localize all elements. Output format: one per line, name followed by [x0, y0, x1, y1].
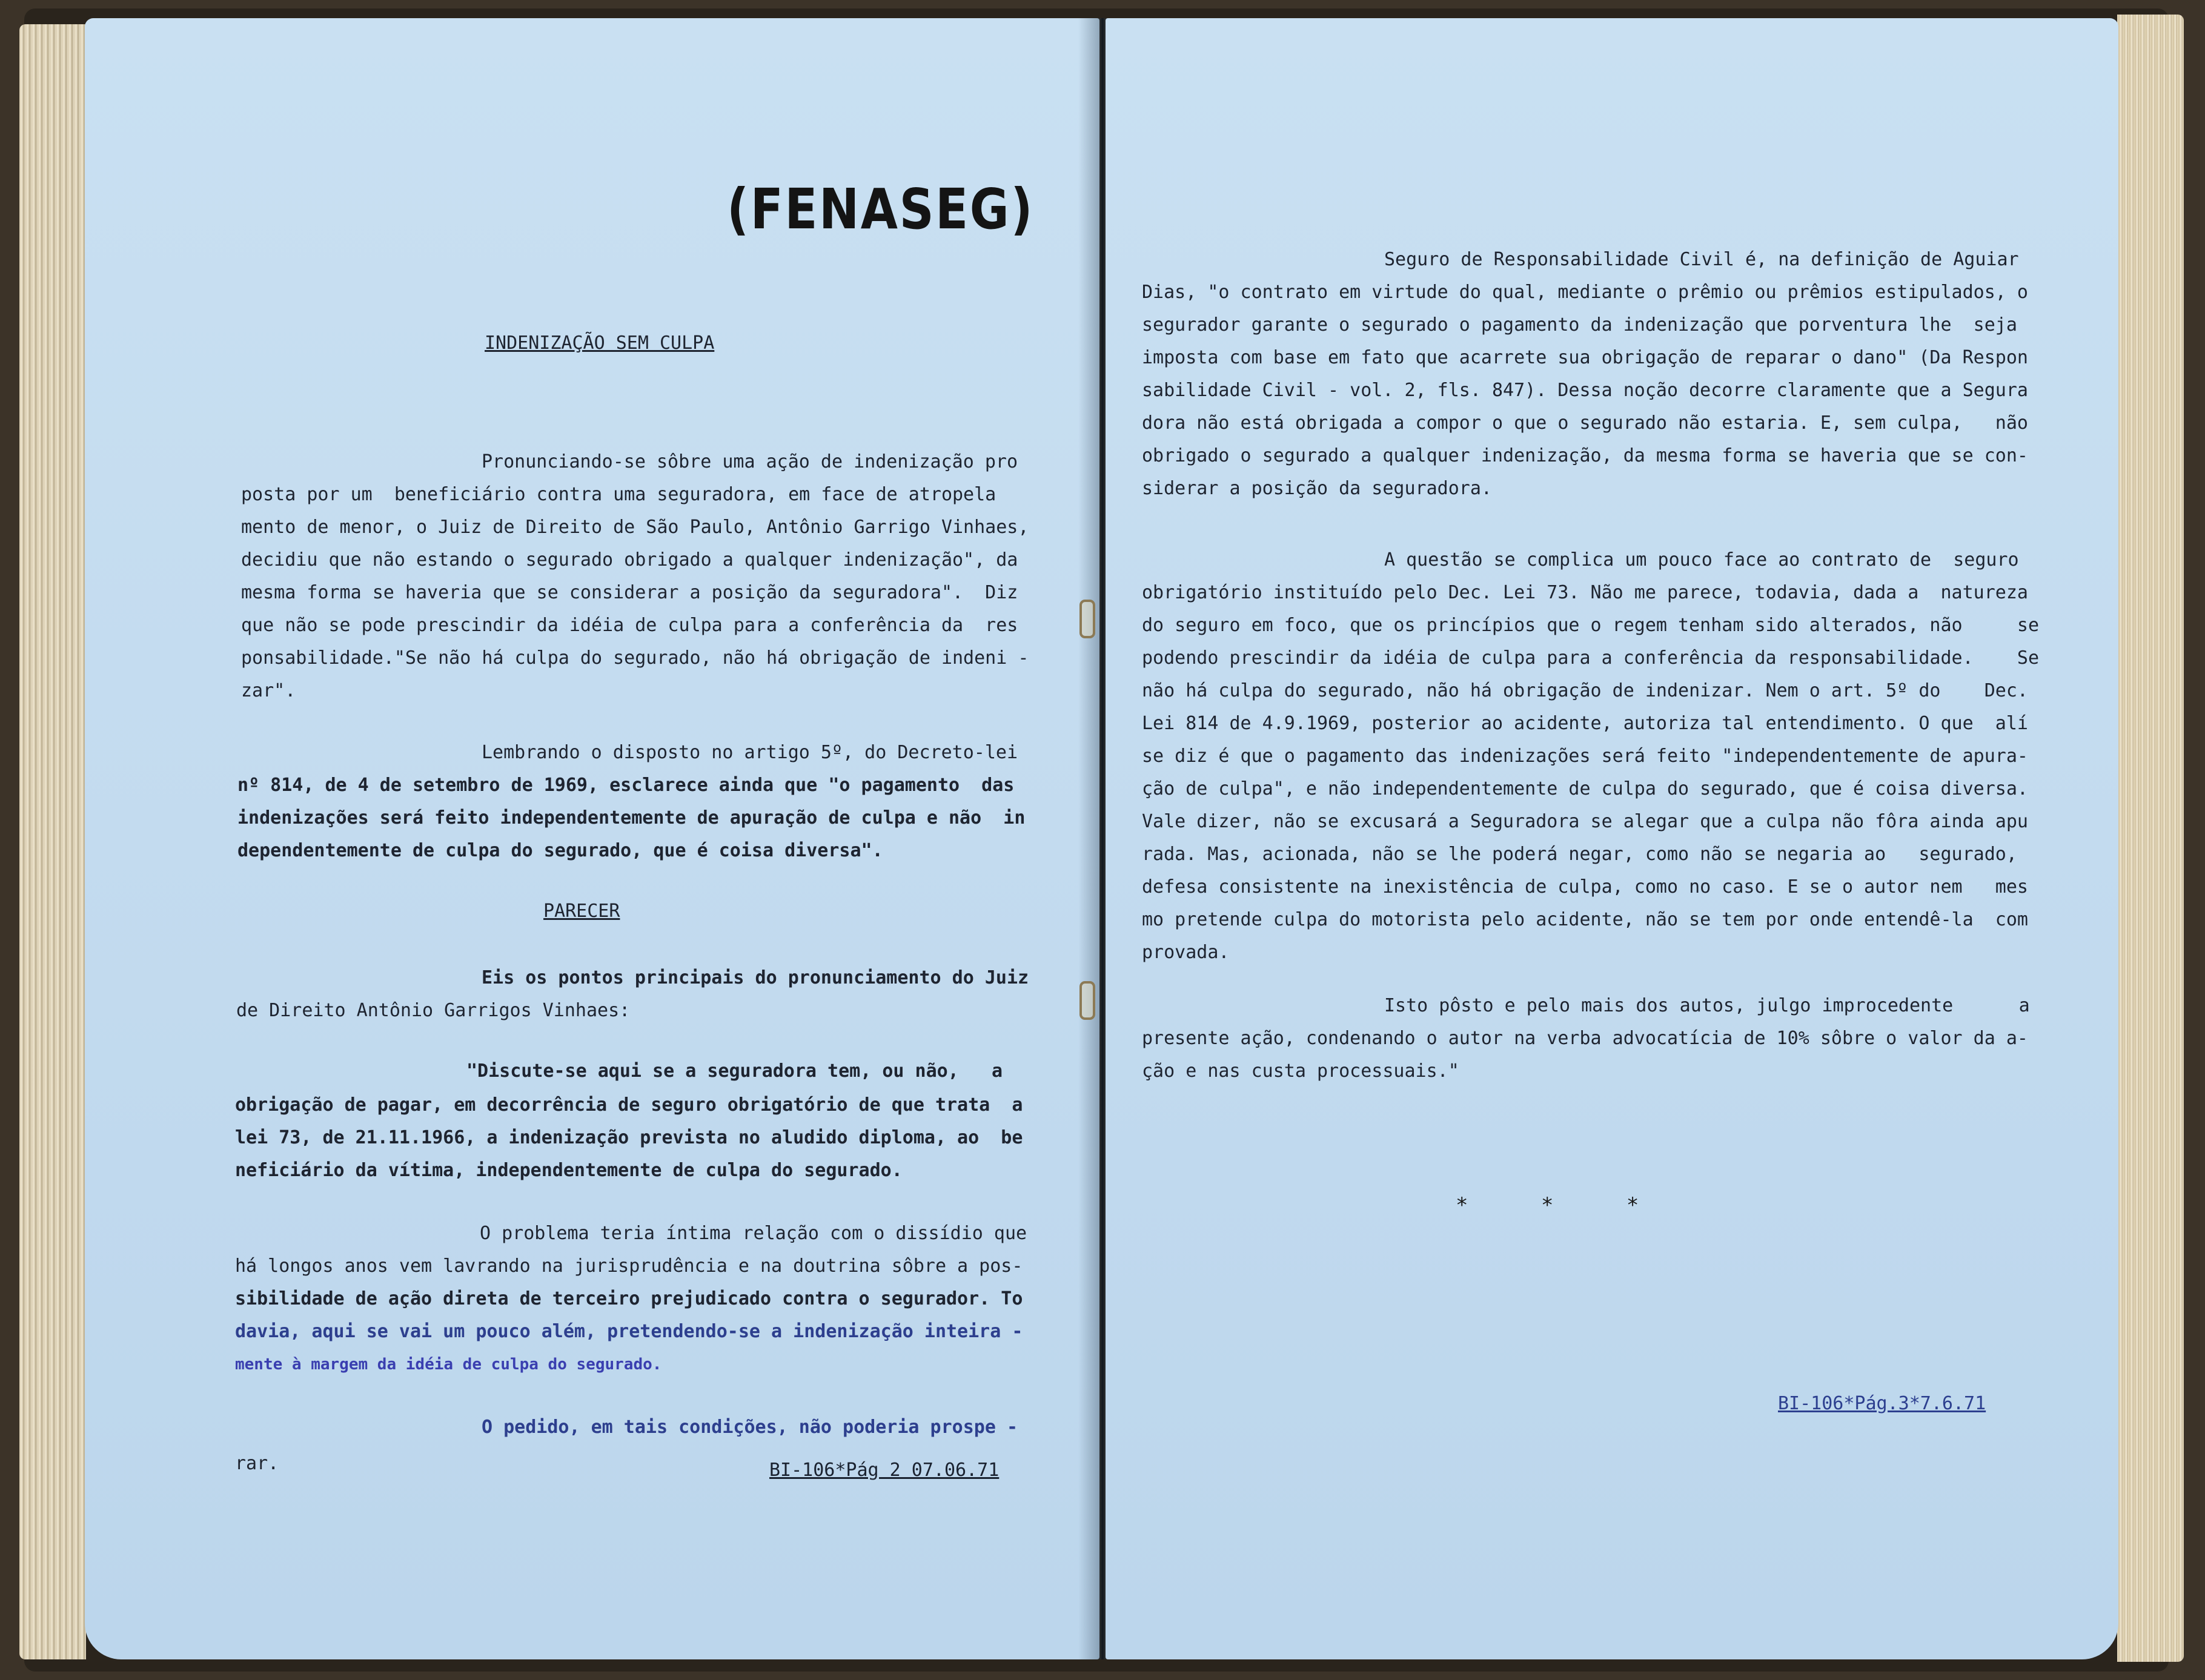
text-line: davia, aqui se vai um pouco além, pretendendo-se a indenização inteira - [235, 1321, 1023, 1342]
binding-clip [1079, 600, 1095, 638]
text-line: Lembrando o disposto no artigo 5º, do Decreto-lei [482, 742, 1018, 763]
page-footer: BI-106*Pág.3*7.6.71 [1778, 1393, 1986, 1414]
text-line: provada. [1142, 942, 1230, 963]
text-line: O problema teria íntima relação com o dissídio que [480, 1223, 1027, 1244]
right-page-edges [2117, 15, 2184, 1662]
text-line: nº 814, de 4 de setembro de 1969, esclarece ainda que "o pagamento das [237, 775, 1015, 796]
section-title: PARECER [543, 901, 620, 922]
section-separator: * * * [1456, 1193, 1669, 1217]
text-line: presente ação, condenando o autor na verba advocatícia de 10% sôbre o valor da a- [1142, 1028, 2028, 1049]
text-line: ção e nas custa processuais." [1142, 1060, 1459, 1082]
right-page [1106, 18, 2118, 1659]
text-line: obrigado o segurado a qualquer indenização, da mesma forma se haveria que se con- [1142, 445, 2028, 466]
text-line: não há culpa do segurado, não há obrigação de indenizar. Nem o art. 5º do Dec. [1142, 680, 2028, 701]
text-line: se diz é que o pagamento das indenizações será feito "independentemente de apura- [1142, 746, 2028, 767]
text-line: imposta com base em fato que acarrete sua obrigação de reparar o dano" (Da Respon [1142, 347, 2028, 368]
binding-clip [1079, 981, 1095, 1020]
text-line: Seguro de Responsabilidade Civil é, na definição de Aguiar [1384, 249, 2019, 270]
text-line: de Direito Antônio Garrigos Vinhaes: [236, 1000, 631, 1021]
text-line: "Discute-se aqui se a seguradora tem, ou não, a [466, 1060, 1003, 1082]
text-line: Lei 814 de 4.9.1969, posterior ao acidente, autoriza tal entendimento. O que alí [1142, 713, 2028, 734]
text-line: ção de culpa", e não independentemente de culpa do segurado, que é coisa diversa. [1142, 778, 2028, 799]
page-footer: BI-106*Pág 2 07.06.71 [769, 1460, 1000, 1481]
text-line: ponsabilidade."Se não há culpa do segurado, não há obrigação de indeni - [241, 647, 1029, 669]
text-line: dependentemente de culpa do segurado, que é coisa diversa". [237, 840, 883, 861]
text-line: posta por um beneficiário contra uma seguradora, em face de atropela [241, 484, 996, 505]
text-line: há longos anos vem lavrando na jurisprudência e na doutrina sôbre a pos- [235, 1255, 1023, 1277]
left-page-edges [19, 24, 86, 1659]
text-line: indenizações será feito independentemente de apuração de culpa e não in [237, 807, 1026, 828]
text-line: Vale dizer, não se excusará a Seguradora se alegar que a culpa não fôra ainda apu [1142, 811, 2028, 832]
text-line: obrigação de pagar, em decorrência de seguro obrigatório de que trata a [235, 1094, 1023, 1116]
text-line: podendo prescindir da idéia de culpa para a conferência da responsabilidade. Se [1142, 647, 2040, 669]
text-line: O pedido, em tais condições, não poderia prospe - [482, 1417, 1018, 1438]
text-line: lei 73, de 21.11.1966, a indenização prevista no aludido diploma, ao be [235, 1127, 1023, 1148]
text-line: rar. [235, 1453, 279, 1474]
text-line: A questão se complica um pouco face ao contrato de seguro [1384, 549, 2019, 570]
text-line: siderar a posição da seguradora. [1142, 478, 1492, 499]
text-line: decidiu que não estando o segurado obrigado a qualquer indenização", da [241, 549, 1018, 570]
text-line: Eis os pontos principais do pronunciamento do Juiz [482, 967, 1029, 988]
text-line: do seguro em foco, que os princípios que o regem tenham sido alterados, não se [1142, 615, 2040, 636]
text-line: mente à margem da idéia de culpa do segurado. [235, 1355, 662, 1374]
text-line: zar". [241, 680, 296, 701]
text-line: rada. Mas, acionada, não se lhe poderá negar, como não se negaria ao segurado, [1142, 844, 2017, 865]
text-line: Isto pôsto e pelo mais dos autos, julgo improcedente a [1384, 995, 2030, 1016]
page-heading: (FENASEG) [727, 177, 1035, 242]
text-line: Pronunciando-se sôbre uma ação de indenização pro [482, 451, 1018, 472]
text-line: neficiário da vítima, independentemente de culpa do segurado. [235, 1160, 903, 1181]
text-line: segurador garante o segurado o pagamento da indenização que porventura lhe seja [1142, 314, 2017, 336]
document-title: INDENIZAÇÃO SEM CULPA [485, 332, 715, 354]
text-line: mo pretende culpa do motorista pelo acidente, não se tem por onde entendê-la com [1142, 909, 2028, 930]
text-line: defesa consistente na inexistência de culpa, como no caso. E se o autor nem mes [1142, 876, 2028, 898]
text-line: sibilidade de ação direta de terceiro prejudicado contra o segurador. To [235, 1288, 1023, 1309]
text-line: que não se pode prescindir da idéia de culpa para a conferência da res [241, 615, 1018, 636]
text-line: dora não está obrigada a compor o que o segurado não estaria. E, sem culpa, não [1142, 412, 2028, 434]
text-line: obrigatório instituído pelo Dec. Lei 73. Não me parece, todavia, dada a natureza [1142, 582, 2028, 603]
text-line: Dias, "o contrato em virtude do qual, mediante o prêmio ou prêmios estipulados, o [1142, 282, 2028, 303]
text-line: sabilidade Civil - vol. 2, fls. 847). Dessa noção decorre claramente que a Segura [1142, 380, 2028, 401]
text-line: mento de menor, o Juiz de Direito de São Paulo, Antônio Garrigo Vinhaes, [241, 517, 1029, 538]
left-page [85, 18, 1099, 1659]
text-line: mesma forma se haveria que se considerar a posição da seguradora". Diz [241, 582, 1018, 603]
